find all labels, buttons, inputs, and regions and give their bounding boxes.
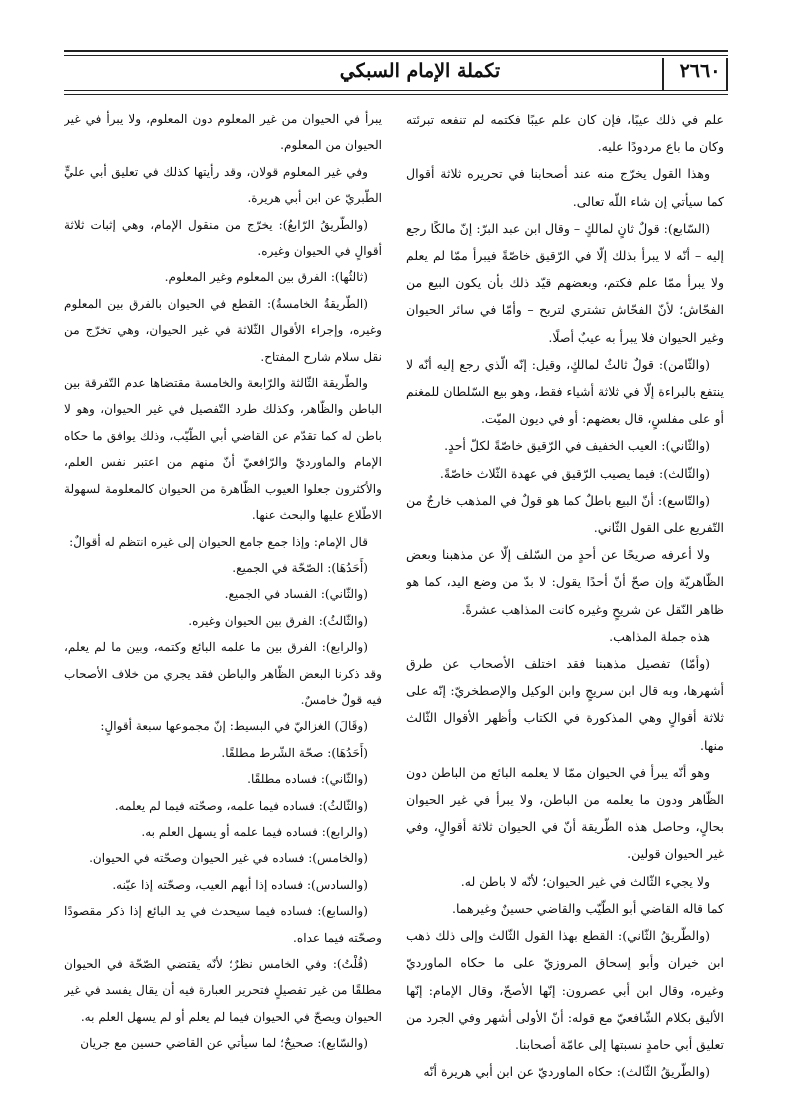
- paragraph: (السّابع): قولٌ ثانٍ لمالكٍ – وقال ابن عبد البرّ: إنّ مالكًا رجع إليه – أنّه لا يبرأ بذلك إلّا في الرّقيق خاصّةً فيبرأ ممّا لم يعلم ولا يبرأ ممّا علم فكتم، وبعضهم قيّد ذلك بأن يكون البيع من الفحّاش؛ لأنّ الفحّاش تشتري لتربح – وأمّا في سائر الحيوان وغير الحيوان فلا يبرأ به عيبٌ أصلًا.: [406, 220, 724, 345]
- paragraph: (أَحَدُهَا): الصّحّة في الجميع.: [232, 560, 368, 575]
- paragraph: (والخامس): فساده في غير الحيوان وصحّته في الحيوان.: [89, 851, 368, 866]
- paragraph: (والسابع): فساده فيما سيحدث في يد البائع إذا ذكر مقصودًا وصحّته فيما عداه.: [64, 904, 382, 945]
- paragraph: (والرابع): الفرق بين ما علمه البائع وكتمه، وبين ما لم يعلم، وقد ذكرنا البعض الظّاهر والباطن فقد يجري من خلاف الأصحاب فيه قولٌ خامسٌ.: [64, 640, 382, 707]
- paragraph: (والطّريقُ الثّالث): حكاه الماورديّ عن ابن أبي هريرة أنّه: [423, 1064, 710, 1080]
- paragraph: ولا يجيء الثّالث في غير الحيوان؛ لأنّه لا باطن له.: [460, 873, 710, 889]
- paragraph: (ثالثُها): الفرق بين المعلوم وغير المعلوم.: [164, 270, 368, 285]
- paragraph: (والطّريقُ الثّاني): القطع بهذا القول الثّالث وإلى ذلك ذهب ابن خيران وأبو إسحاق المروزيّ على ما حكاه الماورديّ وغيره، وقال ابن أبي عصرون: إنّها الأصحّ، وقال الإمام: إنّها الأليق بكلام الشّافعيّ مع قوله: أنّ الأولى أشهر وفي الجرد من تعليق أبي حامدٍ نسبتها إلى عامّة أصحابنا.: [406, 928, 724, 1052]
- page-number: ٢٦٦٠: [679, 60, 721, 82]
- paragraph: (والثّالث): فيما يصيب الرّقيق في عهدة الثّلاث خاصّةً.: [439, 465, 710, 481]
- header-divider: [662, 58, 664, 90]
- paragraph: (والثّالثُ): الفرق بين الحيوان وغيره.: [188, 613, 368, 628]
- paragraph: (والسادس): فساده إذا أبهم العيب، وصحّته إذا عيّنه.: [112, 877, 368, 892]
- paragraph: علم في ذلك عيبًا، فإن كان علم عيبًا فكتمه لم تنفعه تبرئته وكان ما باع مردودًا عليه.: [406, 112, 724, 155]
- paragraph: قال الإمام: وإذا جمع جامع الحيوان إلى غيره انتظم له أقوالٌ:: [69, 534, 368, 549]
- paragraph: (والرابع): فساده فيما علمه أو يسهل العلم به.: [141, 824, 368, 839]
- paragraph: وفي غير المعلوم قولان، وقد رأيتها كذلك في تعليق أبي عليٍّ الطّبريّ عن ابن أبي هريرة.: [64, 164, 382, 206]
- paragraph: يبرأ في الحيوان من غير المعلوم دون المعلوم، ولا يبرأ في غير الحيوان من المعلوم.: [64, 112, 382, 153]
- paragraph: (وقَالَ) الغزاليّ في البسيط: إنّ مجموعها سبعة أقوالٍ:: [100, 719, 368, 734]
- paragraph: (والثّاني): الفساد في الجميع.: [224, 587, 368, 602]
- paragraph: ولا أعرفه صريحًا عن أحدٍ من السّلف إلّا عن مذهبنا وبعض الظّاهريّة وإن صحّ أنّ أحدًا يقول: لا بدّ من وضع اليد، كما هو ظاهر النّقل عن شريحٍ وغيره كانت المذاهب عشرةً.: [406, 547, 724, 617]
- paragraph: (والثّاني): العيب الخفيف في الرّقيق خاصّةً لكلّ أحدٍ.: [444, 438, 710, 454]
- paragraph: (والثّاني): فساده مطلقًا.: [247, 772, 368, 787]
- paragraph: (والطّريقُ الرّابعُ): يخرّج من منقول الإمام، وهي إثبات ثلاثة أقوالٍ في الحيوان وغيره.: [64, 217, 382, 259]
- paragraph: والطّريقة الثّالثة والرّابعة والخامسة مقتضاها عدم التّفرقة بين الباطن والظّاهر، وكذلك طرد التّفصيل في غير الحيوان، وهو لا باطن له كما تقدّم عن القاضي أبي الطّيّب، وذلك يوافق ما حكاه الإمام والماورديّ والرّافعيّ أنّ منهم من اعتبر نفس العلم، والأكثرون جعلوا العيوب الظّاهرة من الحيوان كالمعلومة لسهولة الاطّلاع عليها والبحث عنها.: [64, 376, 382, 523]
- right-column: [406, 106, 724, 1091]
- paragraph: (قُلْتُ): وفي الخامس نظرٌ؛ لأنّه يقتضي الصّحّة في الحيوان مطلقًا من غير تفصيلٍ فتحرير العبارة فيه أن يقال يفسد في غير الحيوان ويصحّ في الحيوان فيما لم يعلم أو لم يسهل العلم به.: [64, 957, 382, 1024]
- paragraph: وهو أنّه يبرأ في الحيوان ممّا لا يعلمه البائع من الباطن دون الظّاهر ودون ما يعلمه من الباطن، ولا يبرأ في غير الحيوان بحالٍ، وحاصل هذه الطّريقة أنّ في الحيوان ثلاثة أقوالٍ، وفي غير الحيوان قولين.: [406, 764, 724, 862]
- paragraph: وهذا القول يخرّج منه عند أصحابنا في تحريره ثلاثة أقوال كما سيأتي إن شاء اللّه تعالى.: [406, 166, 724, 209]
- paragraph: هذه جملة المذاهب.: [609, 628, 710, 644]
- paragraph: (والسّابع): صحيحٌ؛ لما سيأتي عن القاضي حسين مع جريان: [80, 1036, 368, 1051]
- paragraph: (وأمّا) تفصيل مذهبنا فقد اختلف الأصحاب عن طرق أشهرها، وبه قال ابن سريجٍ وابن الوكيل والإصطخريّ: إنّه على ثلاثة أقوالٍ وهي المذكورة في الكتاب وأظهر الأقوال الثّالث منها.: [406, 656, 724, 753]
- running-title: تكملة الإمام السبكي: [339, 60, 501, 82]
- paragraph: (والثّامن): قولٌ ثالثٌ لمالكٍ، وقيل: إنّه الّذي رجع إليه أنّه لا ينتفع بالبراءة إلّا في ثلاثة أشياء فقط، وهو بيع السّلطان للمغنم أو على مفلسٍ، قال بعضهم: أو في ديون الميّت.: [406, 356, 724, 427]
- paragraph: (والثّالثُ): فساده فيما علمه، وصحّته فيما لم يعلمه.: [114, 798, 368, 813]
- paragraph: كما قاله القاضي أبو الطّيّب والقاضي حسينٌ وغيرهما.: [451, 900, 724, 916]
- paragraph: (والتّاسع): أنّ البيع باطلٌ كما هو قولٌ في المذهب خارجٌ من التّفريع على القول الثّاني.: [406, 492, 724, 536]
- left-column: [64, 106, 382, 1091]
- paragraph: (أَحَدُهَا): صحّة الشّرط مطلقًا.: [221, 745, 368, 760]
- paragraph: (الطّريقةُ الخامسةُ): القطع في الحيوان بالفرق بين المعلوم وغيره، وإجراء الأقوال الثّلاثة في غير الحيوان، وهي تخرّج من نقل سلام شارح المفتاح.: [64, 296, 382, 364]
